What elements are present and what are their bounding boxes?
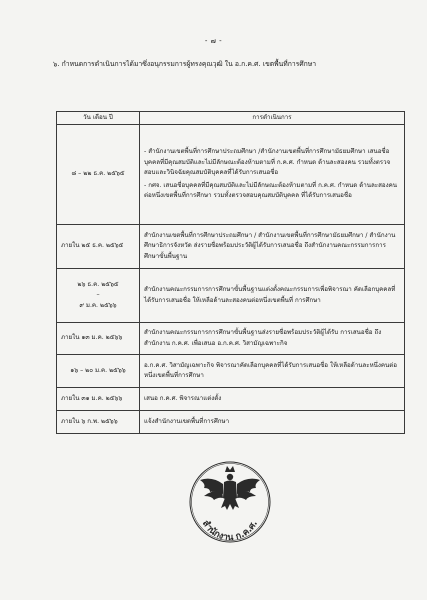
table-row <box>57 411 405 434</box>
action-item: แจ้งสำนักงานเขตพื้นที่การศึกษา <box>144 417 230 425</box>
seal-text: สำนักงาน ก.ค.ศ. <box>199 518 260 544</box>
table-row <box>57 225 405 269</box>
action-item: อ.ก.ค.ศ. วิสามัญเฉพาะกิจ พิจารณาคัดเลือกบุคคลที่ได้รับการเสนอชื่อ ให้เหลือด้านละหนึ่งคนต่อหนึ่งเขตพื้นที่การศึกษา <box>144 361 398 379</box>
row-date: ๒๖ ธ.ค. ๒๕๖๕ – ๙ ม.ค. ๒๕๖๖ <box>57 269 140 323</box>
section-heading: ๖. กำหนดการดำเนินการได้มาซึ่งอนุกรรมการผู้ทรงคุณวุฒิ ใน อ.ก.ค.ศ. เขตพื้นที่การศึกษา <box>53 60 317 68</box>
row-date: ๘ – ๒๒ ธ.ค. ๒๕๖๕ <box>57 125 140 225</box>
row-action <box>140 323 405 355</box>
table-row <box>57 388 405 411</box>
action-item: - กศจ. เสนอชื่อบุคคลที่มีคุณสมบัติและไม่มีลักษณะต้องห้ามตามที่ ก.ค.ศ. กำหนด ด้านละสองคนต่อหนึ่งเขตพื้นที่การศึกษา รวมทั้งตรวจสอบคุณสมบัติบุคคล ที่ได้รับการเสนอชื่อ <box>144 182 397 200</box>
row-action <box>140 355 405 388</box>
action-item: สำนักงานเขตพื้นที่การศึกษาประถมศึกษา / สำนักงานเขตพื้นที่การศึกษามัธยมศึกษา / สำนักงานศึกษาธิการจังหวัด ส่งรายชื่อพร้อมประวัติผู้ได้รับการเสนอชื่อ ถึงสำนักงานคณะกรรมการการศึกษาขั้นพื้นฐาน <box>144 232 396 260</box>
row-action <box>140 125 405 225</box>
row-action <box>140 411 405 434</box>
row-date: ภายใน ๖ ก.พ. ๒๕๖๖ <box>57 411 140 434</box>
action-item: - สำนักงานเขตพื้นที่การศึกษาประถมศึกษา /สำนักงานเขตพื้นที่การศึกษามัธยมศึกษา เสนอชื่อบุคคลที่มีคุณสมบัติและไม่มีลักษณะต้องห้ามตามที่ ก.ค.ศ. กำหนด ด้านละสองคน รวมทั้งตรวจสอบและวินิจฉัยคุณสมบัติบุคคลที่ได้รับการเสนอชื่อ <box>144 148 391 176</box>
row-action <box>140 269 405 323</box>
action-item: สำนักงานคณะกรรมการการศึกษาขั้นพื้นฐานแต่งตั้งคณะกรรมการเพื่อพิจารณา คัดเลือกบุคคลที่ได้รับการเสนอชื่อ ให้เหลือด้านละสองคนต่อหนึ่งเขตพื้นที่ การศึกษา <box>144 286 396 304</box>
table-row <box>57 323 405 355</box>
action-item: สำนักงานคณะกรรมการการศึกษาขั้นพื้นฐานส่งรายชื่อพร้อมประวัติผู้ได้รับ การเสนอชื่อ ถึงสำนักงาน ก.ค.ศ. เพื่อเสนอ อ.ก.ค.ศ. วิสามัญเฉพาะกิจ <box>144 329 382 347</box>
table-row <box>57 125 405 225</box>
header-action: การดำเนินการ <box>140 112 405 125</box>
row-date: ภายใน ๓๑ ม.ค. ๒๕๖๖ <box>57 388 140 411</box>
row-action <box>140 388 405 411</box>
header-date: วัน เดือน ปี <box>57 112 140 125</box>
schedule-table <box>56 111 405 434</box>
action-item: เสนอ ก.ค.ศ. พิจารณาแต่งตั้ง <box>144 394 222 402</box>
garuda-seal-icon <box>188 460 272 544</box>
table-row <box>57 355 405 388</box>
row-action <box>140 225 405 269</box>
svg-text:สำนักงาน ก.ค.ศ. <box>200 518 260 543</box>
table-row <box>57 269 405 323</box>
row-date: ๑๖ – ๒๐ ม.ค. ๒๕๖๖ <box>57 355 140 388</box>
row-date: ภายใน ๒๕ ธ.ค. ๒๕๖๕ <box>57 225 140 269</box>
table-header-row <box>57 112 405 125</box>
row-date: ภายใน ๑๓ ม.ค. ๒๕๖๖ <box>57 323 140 355</box>
page-number: - ๗ - <box>204 37 223 45</box>
